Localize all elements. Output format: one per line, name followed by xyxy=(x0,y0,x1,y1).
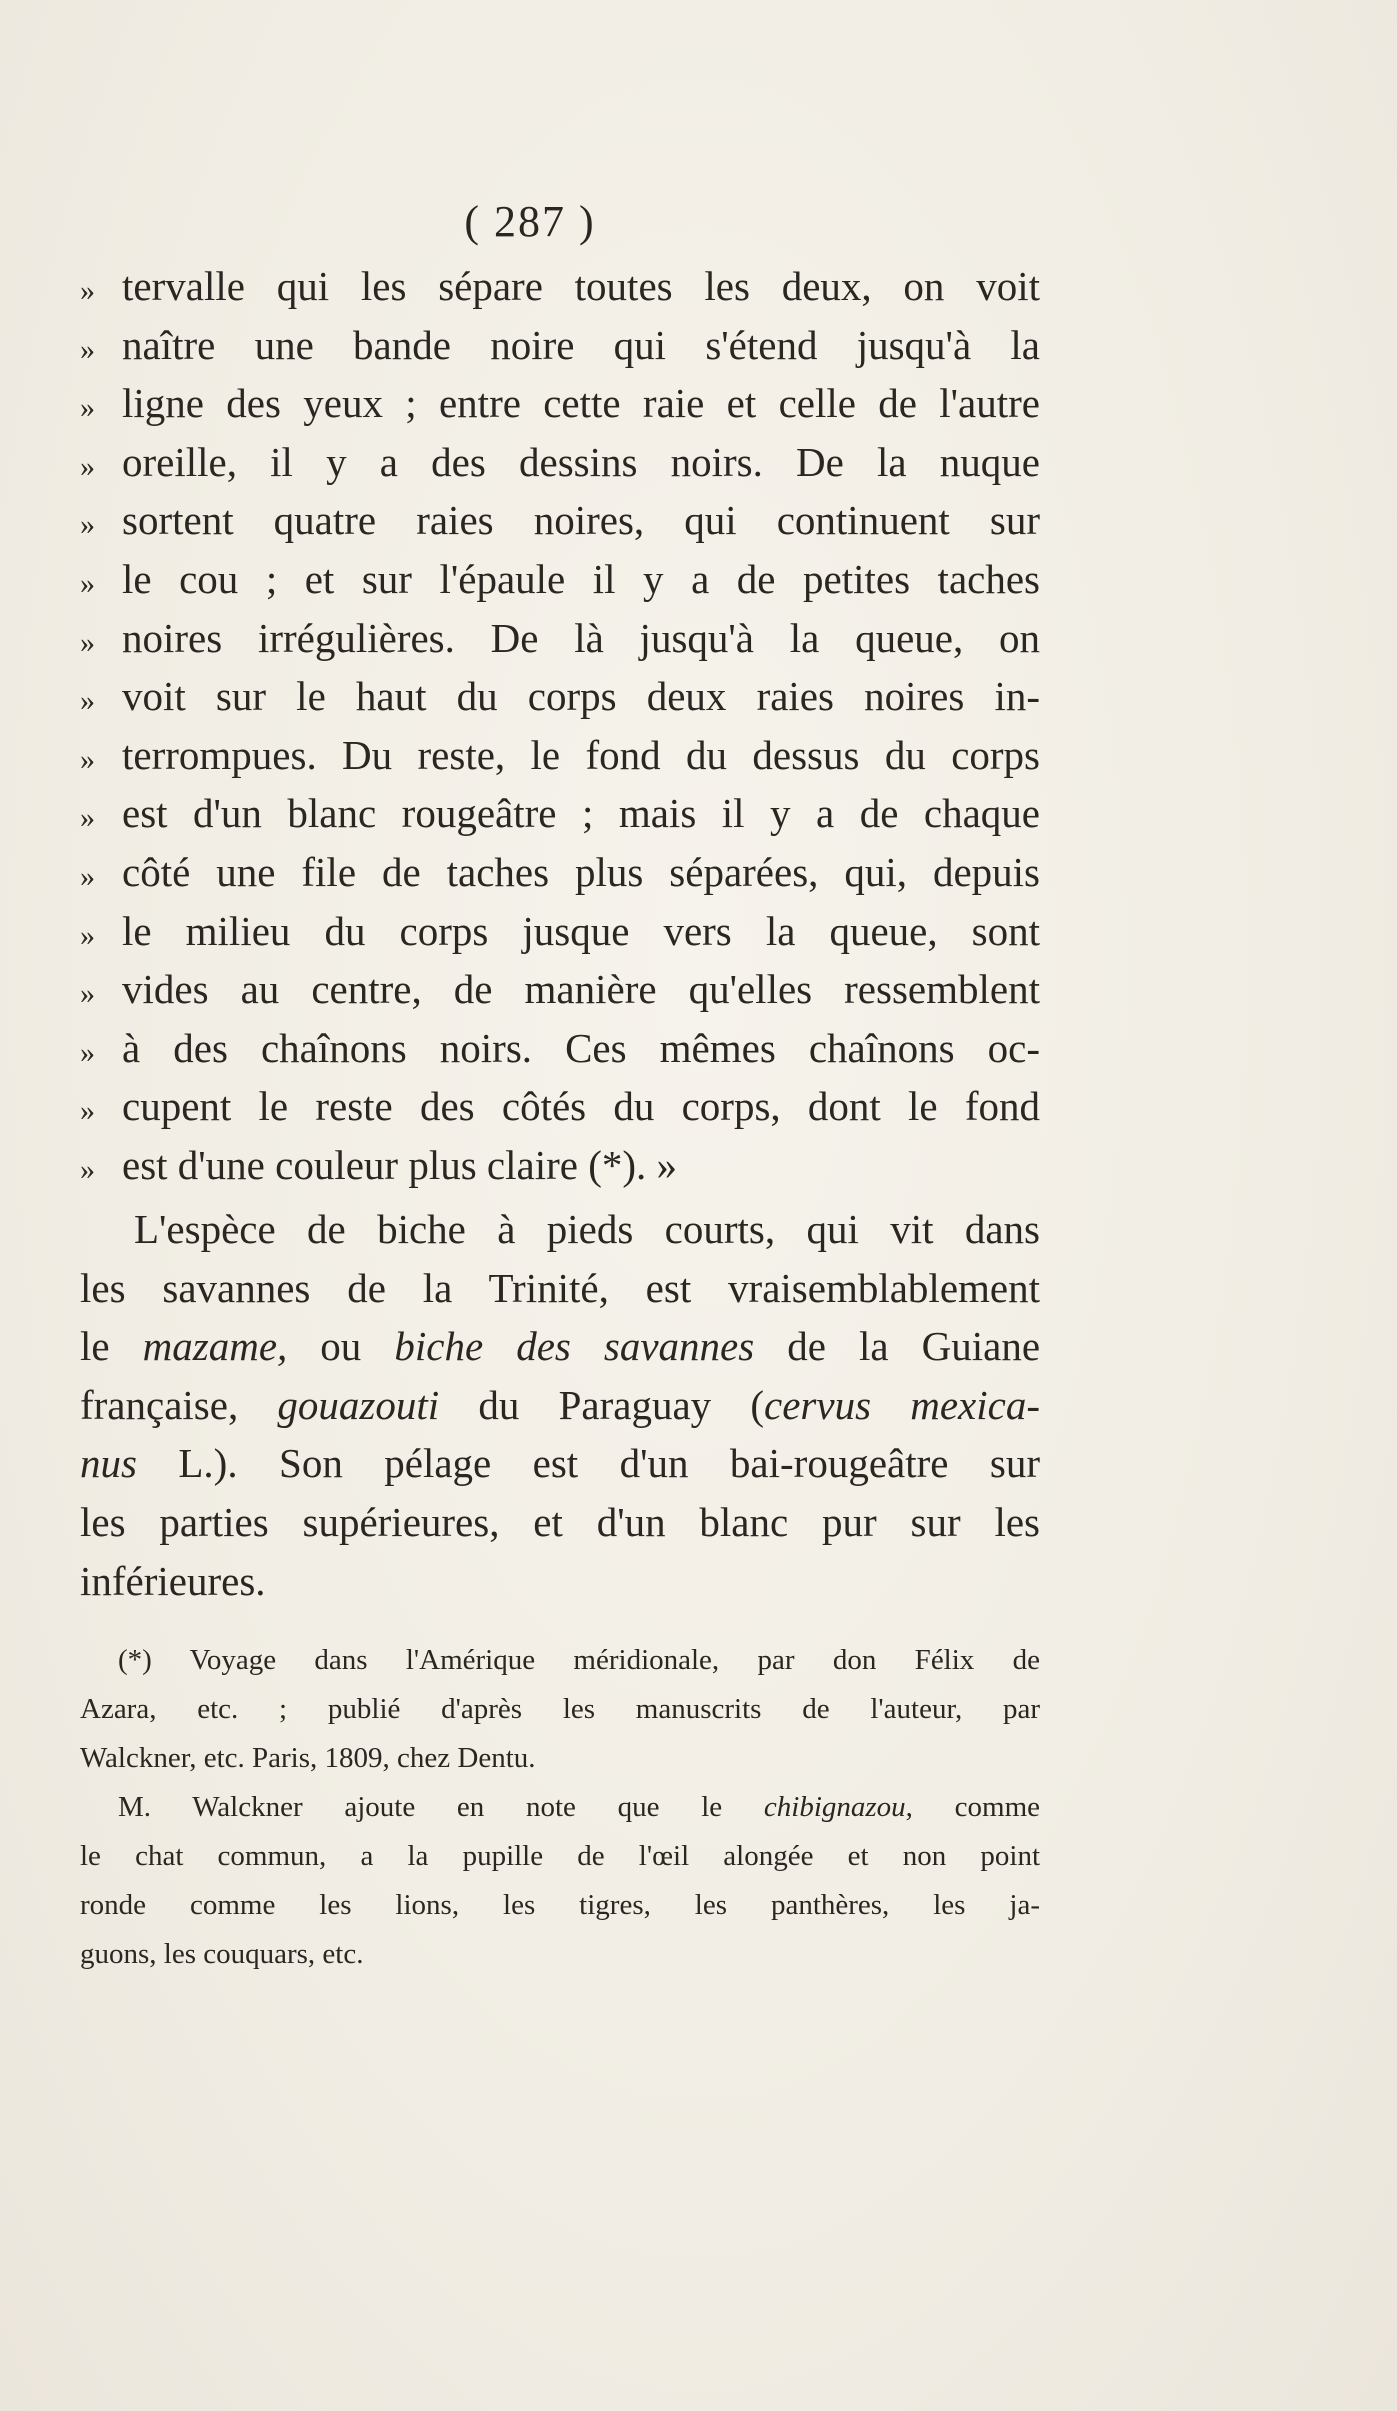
quoted-line xyxy=(80,672,1040,731)
quoted-line xyxy=(80,321,1040,380)
quoted-line xyxy=(80,614,1040,673)
quoted-line-text: sortent quatre raies noires, qui continuent sur xyxy=(122,497,1040,544)
quote-mark: » xyxy=(80,566,95,600)
quote-mark: » xyxy=(80,274,95,307)
quoted-line xyxy=(80,1024,1040,1083)
quoted-line xyxy=(80,1141,1040,1200)
footnote xyxy=(80,1636,1040,1979)
footnote-divider xyxy=(80,1605,1040,1606)
paragraph-text: L.). Son pélage est d'un bai-rougeâtre sur xyxy=(136,1440,1040,1487)
quote-mark: » xyxy=(80,391,95,425)
quoted-line-text: côté une file de taches plus séparées, qui, depuis xyxy=(122,848,1040,895)
footnote-line: ronde comme les lions, les tigres, les panthères, les ja- xyxy=(80,1889,1040,1921)
quoted-line-text: est d'une couleur plus claire (*). » xyxy=(122,1141,678,1188)
quote-mark: » xyxy=(80,801,95,835)
quoted-line xyxy=(80,907,1040,966)
footnote-line: guons, les couquars, etc. xyxy=(80,1938,364,1970)
quoted-line xyxy=(80,789,1040,848)
quote-mark: » xyxy=(80,508,95,542)
quoted-line xyxy=(80,848,1040,907)
paragraph-text: du Paraguay ( xyxy=(439,1381,765,1428)
footnote-text: , comme xyxy=(905,1791,1040,1823)
paragraph-line xyxy=(80,1376,1040,1435)
quote-mark: » xyxy=(80,684,95,718)
footnote-text: M. Walckner ajoute en note que le xyxy=(118,1791,764,1823)
quoted-line xyxy=(80,1082,1040,1141)
quoted-line xyxy=(80,262,1040,321)
quote-mark: » xyxy=(80,977,95,1011)
quoted-passage xyxy=(80,262,1040,1200)
page-number: ( 287 ) xyxy=(464,197,596,246)
footnote-line: Walckner, etc. Paris, 1809, chez Dentu. xyxy=(80,1742,536,1774)
quote-mark: » xyxy=(80,1094,95,1128)
quote-mark: » xyxy=(80,332,95,366)
quoted-line xyxy=(80,555,1040,614)
quote-mark: » xyxy=(80,742,95,776)
quoted-line-text: à des chaînons noirs. Ces mêmes chaînons oc- xyxy=(122,1024,1040,1071)
quoted-line xyxy=(80,731,1040,790)
quoted-line-text: cupent le reste des côtés du corps, dont le fond xyxy=(122,1083,1040,1130)
footnote-line: (*) Voyage dans l'Amérique méridionale, par don Félix de xyxy=(118,1644,1040,1676)
quoted-line-text: voit sur le haut du corps deux raies noires in- xyxy=(122,673,1040,720)
quote-mark: » xyxy=(80,1035,95,1069)
animal-name-italic: chibignazou xyxy=(763,1791,906,1823)
species-name-italic: cervus mexica- xyxy=(764,1381,1040,1428)
quote-mark: » xyxy=(80,918,95,952)
quoted-line-text: terrompues. Du reste, le fond du dessus du corps xyxy=(122,731,1040,778)
footnote-line: le chat commun, a la pupille de l'œil alongée et non point xyxy=(80,1840,1040,1872)
quoted-line-text: le milieu du corps jusque vers la queue, sont xyxy=(122,907,1040,954)
quoted-line-text: oreille, il y a des dessins noirs. De la nuque xyxy=(122,438,1040,485)
quote-mark: » xyxy=(80,1152,95,1186)
paragraph-line xyxy=(80,1434,1040,1493)
quoted-line-text: est d'un blanc rougeâtre ; mais il y a de chaque xyxy=(122,790,1040,837)
species-name-italic: biche des savannes xyxy=(394,1323,755,1370)
species-name-italic: gouazouti xyxy=(277,1381,440,1428)
quote-mark: » xyxy=(80,449,95,483)
paragraph-text: française, xyxy=(80,1381,278,1428)
quoted-line-text: vides au centre, de manière qu'elles ressemblent xyxy=(122,966,1040,1013)
paragraph-line: les parties supérieures, et d'un blanc pur sur les xyxy=(80,1498,1040,1545)
footnote-line xyxy=(80,1783,1040,1832)
paragraph-line: les savannes de la Trinité, est vraisemblablement xyxy=(80,1264,1040,1311)
body-paragraph xyxy=(80,1200,1040,1610)
quoted-line xyxy=(80,438,1040,497)
quoted-line-text: ligne des yeux ; entre cette raie et celle de l'autre xyxy=(122,380,1040,427)
quoted-line-text: noires irrégulières. De là jusqu'à la queue, on xyxy=(122,614,1040,661)
species-name-italic: nus xyxy=(80,1440,137,1487)
quoted-line-text: naître une bande noire qui s'étend jusqu'à la xyxy=(122,321,1040,368)
quote-mark: » xyxy=(80,625,95,659)
quoted-line-text: tervalle qui les sépare toutes les deux, on voit xyxy=(122,263,1040,309)
footnote-line: Azara, etc. ; publié d'après les manuscrits de l'auteur, par xyxy=(80,1693,1040,1725)
paragraph-text: de la Guiane xyxy=(754,1323,1041,1370)
paragraph-line: inférieures. xyxy=(80,1557,266,1604)
quoted-line xyxy=(80,379,1040,438)
quote-mark: » xyxy=(80,859,95,893)
quoted-line xyxy=(80,496,1040,555)
paragraph-text: le xyxy=(80,1323,143,1370)
paragraph-text: ou xyxy=(287,1323,395,1370)
quoted-line-text: le cou ; et sur l'épaule il y a de petites taches xyxy=(122,555,1040,602)
species-name-italic: mazame, xyxy=(142,1323,288,1370)
quoted-line xyxy=(80,965,1040,1024)
paragraph-line xyxy=(80,1317,1040,1376)
paragraph-line: L'espèce de biche à pieds courts, qui vit dans xyxy=(134,1206,1040,1252)
